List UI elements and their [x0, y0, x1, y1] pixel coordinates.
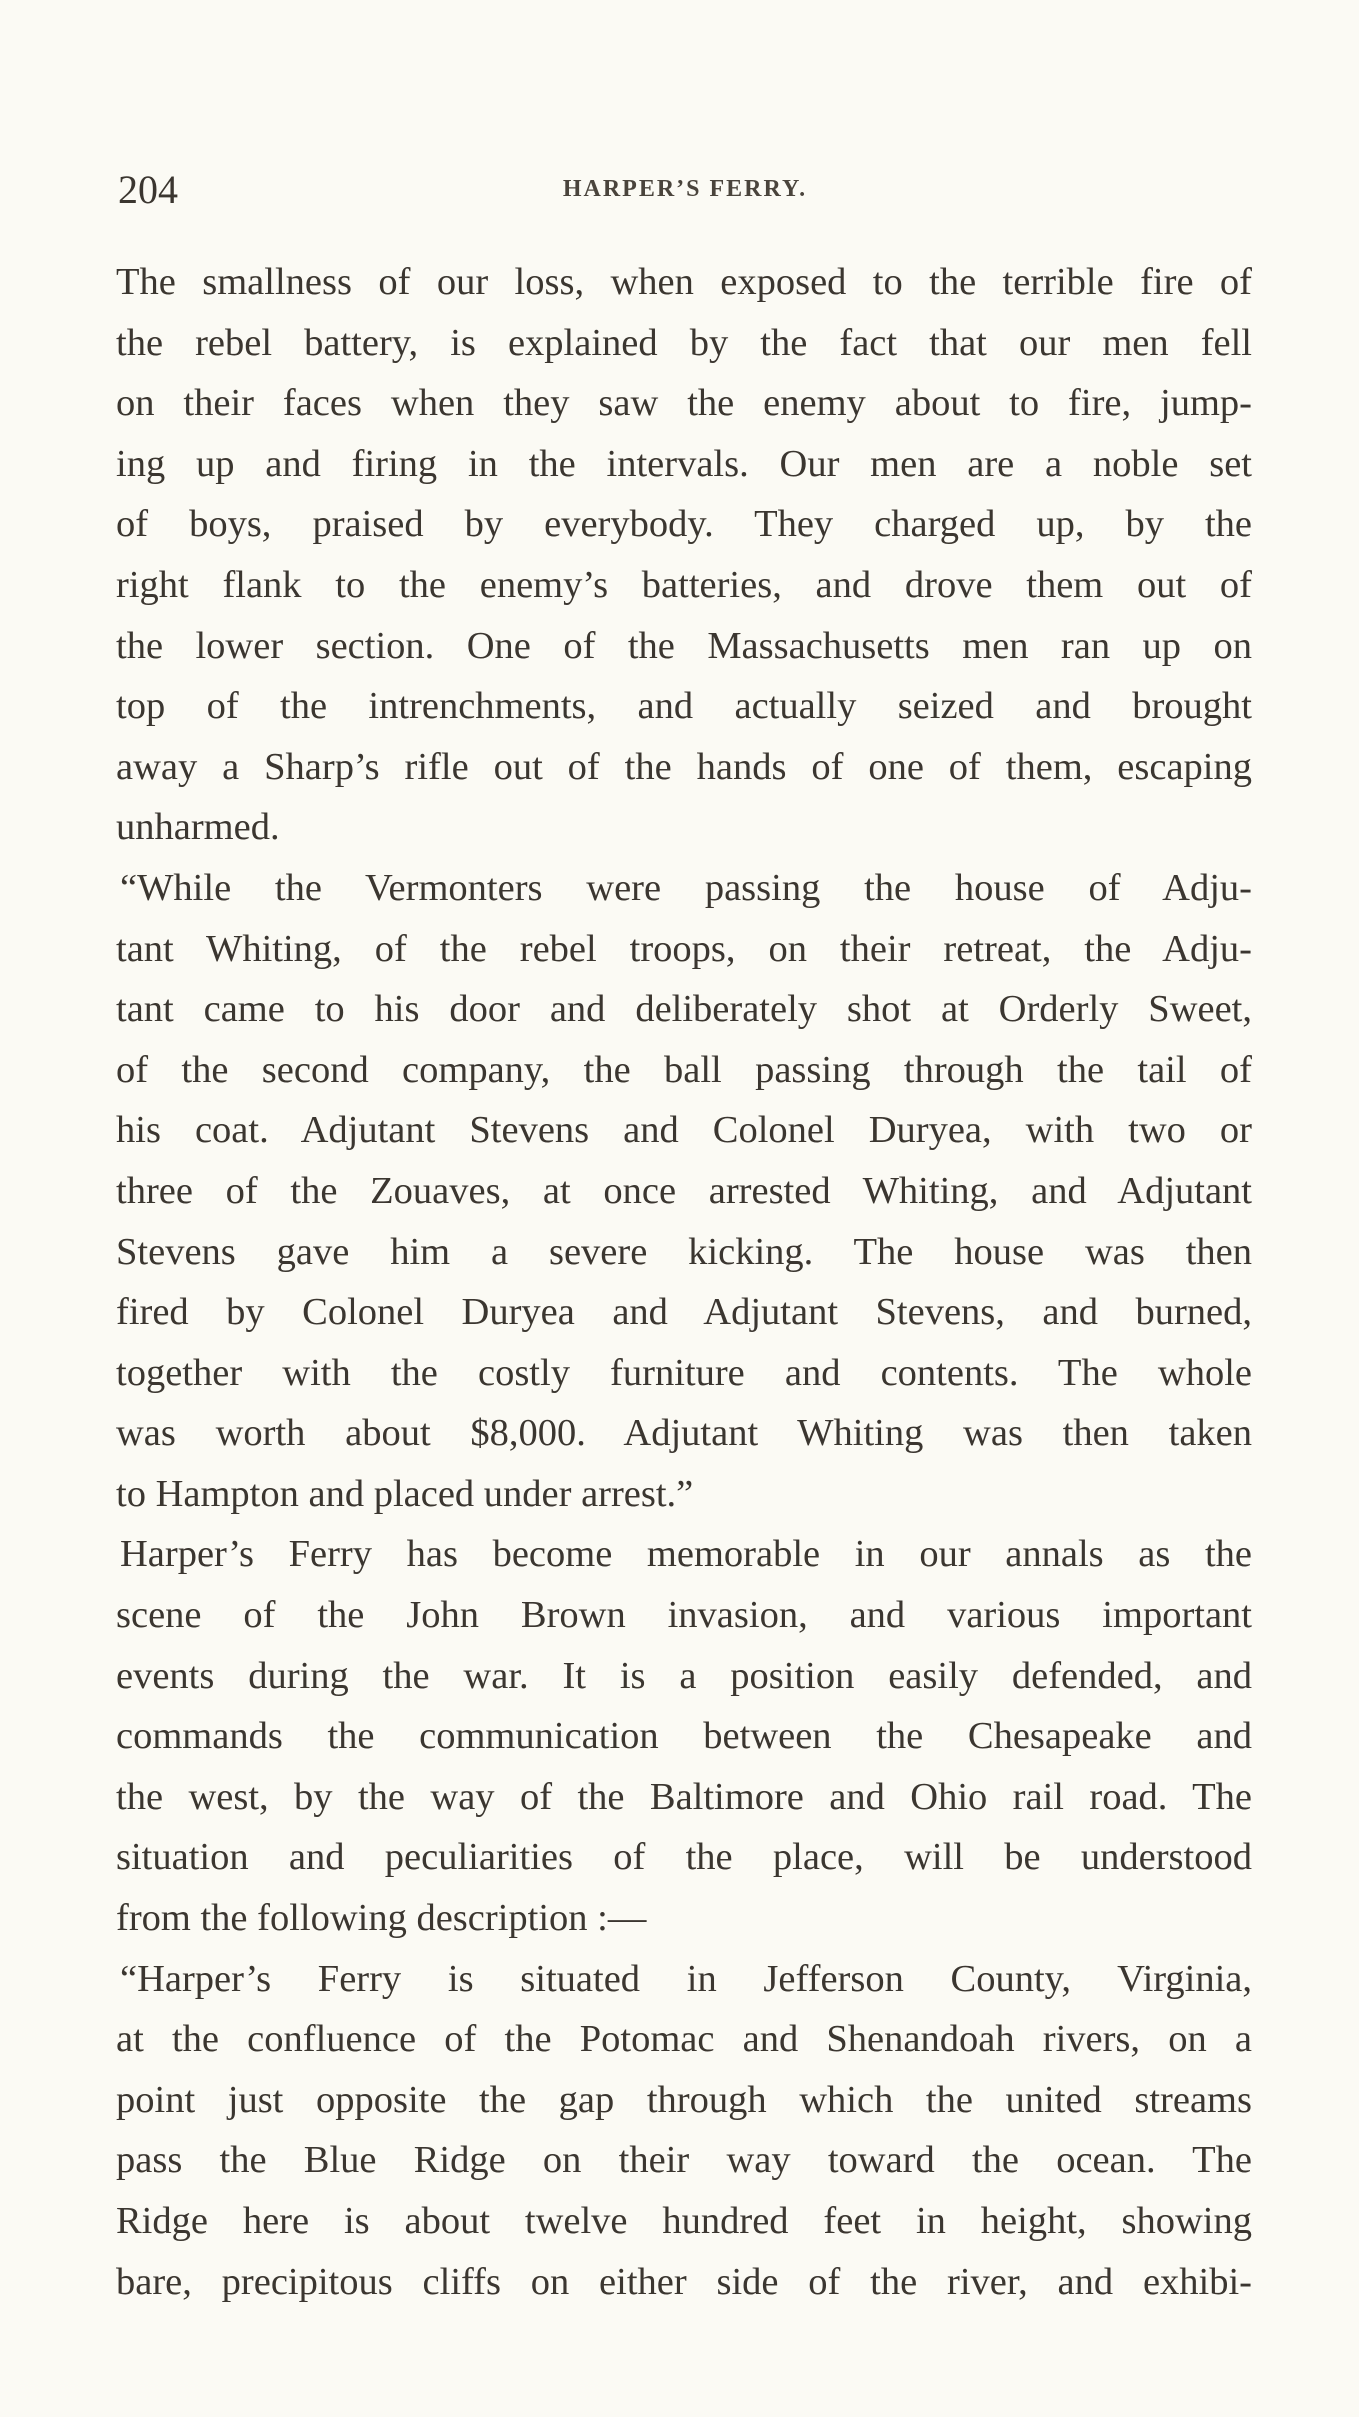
paragraph — [116, 1524, 1252, 1948]
text-line: to Hampton and placed under arrest.” — [116, 1472, 694, 1515]
text-line: events during the war. It is a position easily defended, and — [116, 1654, 1252, 1697]
text-line: at the confluence of the Potomac and Shenandoah rivers, on a — [116, 2018, 1252, 2061]
text-line: “Harper’s Ferry is situated in Jefferson County, Virginia, — [120, 1957, 1252, 2000]
text-line: scene of the John Brown invasion, and various important — [116, 1594, 1252, 1637]
page-body — [116, 252, 1252, 2312]
text-line: Harper’s Ferry has become memorable in our annals as the — [120, 1533, 1252, 1576]
text-line: was worth about $8,000. Adjutant Whiting was then taken — [116, 1412, 1252, 1455]
page-number: 204 — [118, 167, 178, 212]
text-line: pass the Blue Ridge on their way toward the ocean. The — [116, 2139, 1252, 2182]
text-line: tant Whiting, of the rebel troops, on their retreat, the Adju- — [116, 927, 1252, 970]
text-line: “While the Vermonters were passing the house of Adju- — [120, 866, 1252, 909]
text-line: situation and peculiarities of the place, will be understood — [116, 1836, 1252, 1879]
text-line: unharmed. — [116, 806, 280, 849]
text-line: top of the intrenchments, and actually seized and brought — [116, 685, 1252, 728]
text-line: fired by Colonel Duryea and Adjutant Stevens, and burned, — [116, 1291, 1252, 1334]
paragraph — [116, 858, 1252, 1525]
text-line: The smallness of our loss, when exposed to the terrible fire of — [116, 261, 1252, 303]
text-line: together with the costly furniture and contents. The whole — [116, 1351, 1252, 1394]
text-line: on their faces when they saw the enemy about to fire, jump- — [116, 382, 1252, 425]
running-head: HARPER’S FERRY. — [562, 176, 808, 202]
text-line: from the following description :— — [116, 1897, 647, 1940]
text-line: three of the Zouaves, at once arrested Whiting, and Adjutant — [116, 1169, 1252, 1212]
page-header — [118, 166, 1252, 216]
text-line: right flank to the enemy’s batteries, and drove them out of — [116, 563, 1252, 606]
text-line: bare, precipitous cliffs on either side of the river, and exhibi- — [116, 2260, 1252, 2303]
paragraph — [116, 252, 1252, 858]
text-line: ing up and firing in the intervals. Our men are a noble set — [116, 442, 1252, 485]
paragraph — [116, 1949, 1252, 2313]
text-line: point just opposite the gap through which the united streams — [116, 2078, 1252, 2121]
text-line: Ridge here is about twelve hundred feet in height, showing — [116, 2200, 1252, 2242]
text-line: commands the communication between the Chesapeake and — [116, 1715, 1252, 1758]
text-line: Stevens gave him a severe kicking. The house was then — [116, 1230, 1252, 1273]
text-line: away a Sharp’s rifle out of the hands of one of them, escaping — [116, 745, 1252, 788]
text-line: tant came to his door and deliberately shot at Orderly Sweet, — [116, 988, 1252, 1031]
text-line: the rebel battery, is explained by the fact that our men fell — [116, 321, 1252, 364]
text-line: of the second company, the ball passing through the tail of — [116, 1048, 1252, 1091]
text-line: of boys, praised by everybody. They charged up, by the — [116, 503, 1252, 546]
text-line: the lower section. One of the Massachusetts men ran up on — [116, 624, 1252, 667]
text-line: his coat. Adjutant Stevens and Colonel Duryea, with two or — [116, 1109, 1252, 1152]
text-line: the west, by the way of the Baltimore and Ohio rail road. The — [116, 1775, 1252, 1818]
